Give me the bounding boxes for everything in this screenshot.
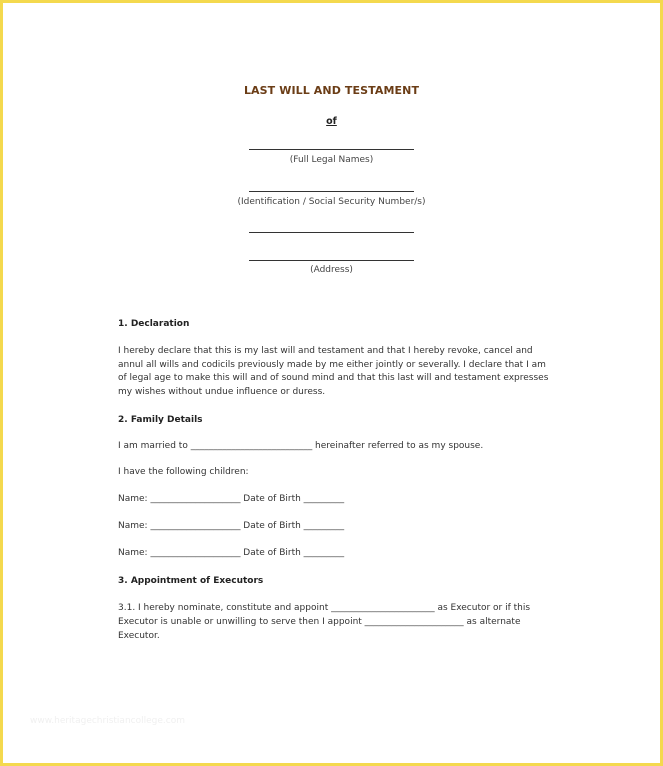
address-line-2 <box>249 260 414 261</box>
executors-line-2: Executor is unable or unwilling to serve then I appoint ______________________ as alternate <box>118 617 521 627</box>
address-caption: (Address) <box>310 265 353 275</box>
address-line-1 <box>249 232 414 233</box>
identification-line <box>249 191 414 192</box>
executors-line-3: Executor. <box>118 631 160 641</box>
family-details-heading: 2. Family Details <box>118 415 203 425</box>
married-line: I am married to ___________________________ hereinafter referred to as my spouse. <box>118 441 484 451</box>
declaration-line-1: I hereby declare that this is my last will and testament and that I hereby revoke, cancel and <box>118 346 533 356</box>
children-intro: I have the following children: <box>118 467 249 477</box>
watermark: www.heritagechristiancollege.com <box>30 716 185 726</box>
executors-line-1: 3.1. I hereby nominate, constitute and appoint _______________________ as Executor or if this <box>118 603 531 613</box>
document-title: LAST WILL AND TESTAMENT <box>243 84 420 97</box>
identification-caption: (Identification / Social Security Number/s) <box>237 197 426 207</box>
child-line-1: Name: ____________________ Date of Birth _________ <box>118 494 345 504</box>
full-legal-names-caption: (Full Legal Names) <box>289 155 374 165</box>
child-line-3: Name: ____________________ Date of Birth _________ <box>118 548 345 558</box>
declaration-line-3: of legal age to make this will and of sound mind and that this last will and testament expresses <box>118 373 549 383</box>
declaration-heading: 1. Declaration <box>118 319 190 329</box>
child-line-2: Name: ____________________ Date of Birth _________ <box>118 521 345 531</box>
declaration-line-4: my wishes without undue influence or duress. <box>118 387 326 397</box>
full-legal-names-line <box>249 149 414 150</box>
declaration-line-2: annul all wills and codicils previously made by me either jointly or severally. I declare that I am <box>118 360 546 370</box>
of-label: of <box>326 116 337 127</box>
executors-heading: 3. Appointment of Executors <box>118 576 264 586</box>
